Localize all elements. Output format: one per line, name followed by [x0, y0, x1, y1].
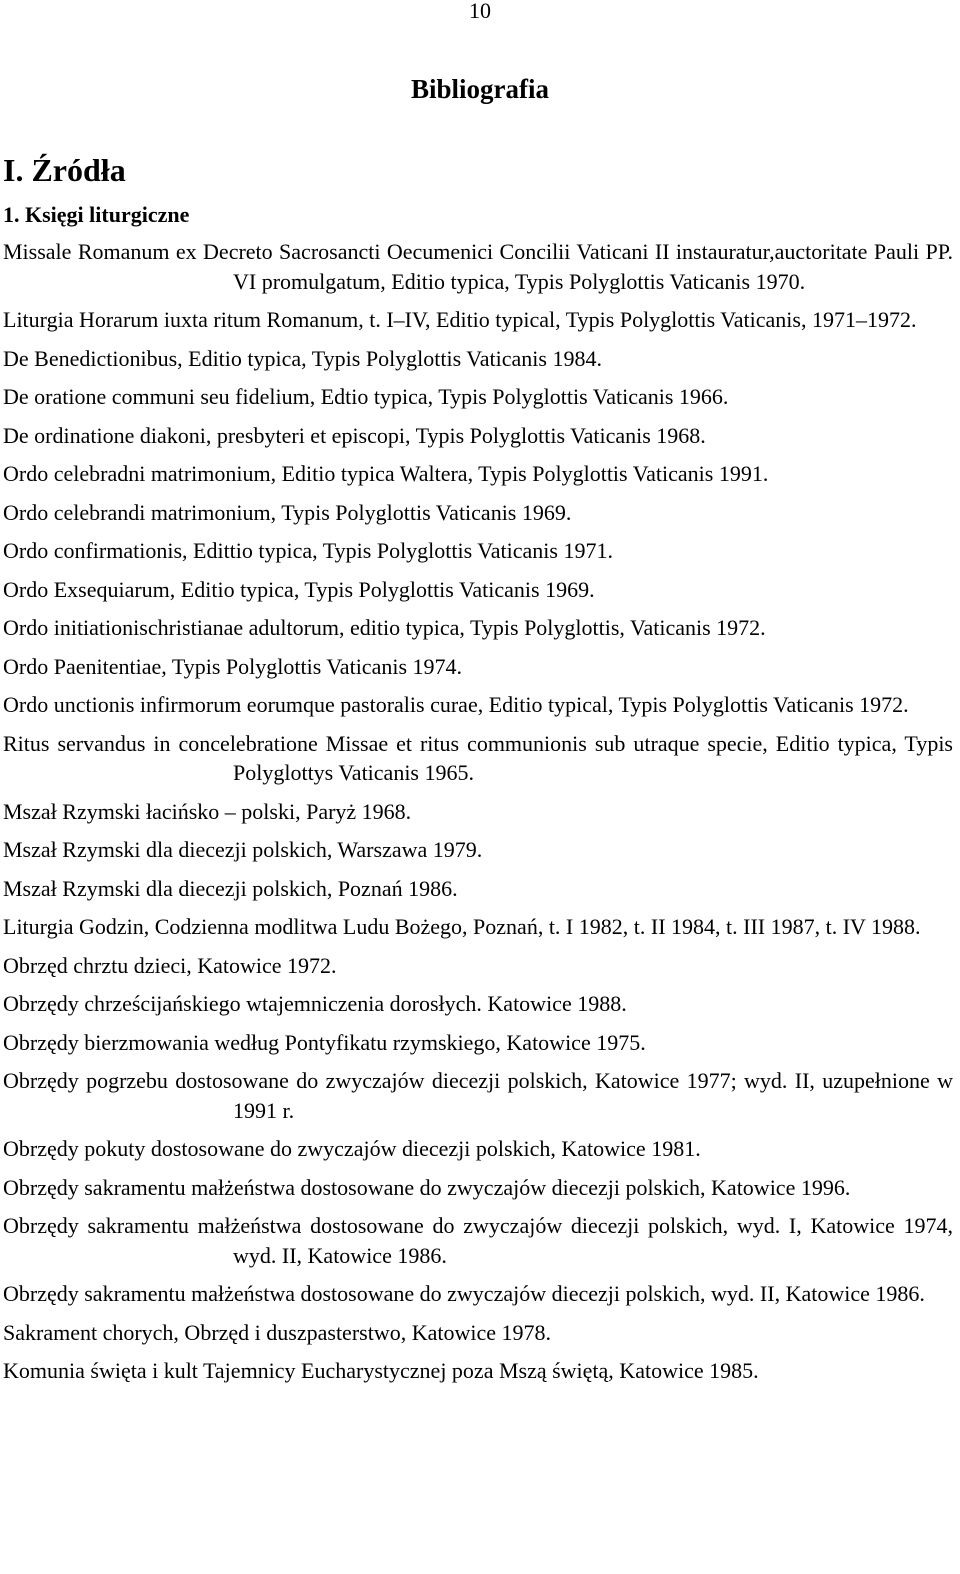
bibliography-entry: Liturgia Horarum iuxta ritum Romanum, t. I–IV, Editio typical, Typis Polyglottis Vaticanis, 1971–1972.: [3, 307, 917, 332]
bibliography-entry: Obrzędy chrześcijańskiego wtajemniczenia dorosłych. Katowice 1988.: [3, 991, 627, 1016]
bibliography-entry: Obrzędy bierzmowania według Pontyfikatu rzymskiego, Katowice 1975.: [3, 1029, 646, 1055]
bibliography-entry: Ordo Exsequiarum, Editio typica, Typis Polyglottis Vaticanis 1969.: [3, 576, 595, 602]
bibliography-entry: Obrzęd chrztu dzieci, Katowice 1972.: [3, 952, 337, 978]
bibliography-entry: Obrzędy pogrzebu dostosowane do zwyczajów diecezji polskich, Katowice 1977; wyd. II, uzupełnione w 1991 r.: [3, 1068, 953, 1123]
section-heading: I. Źródła: [3, 152, 126, 188]
bibliography-entry: Liturgia Godzin, Codzienna modlitwa Ludu Bożego, Poznań, t. I 1982, t. II 1984, t. III 1987, t. IV 1988.: [3, 914, 921, 939]
bibliography-entry: Komunia święta i kult Tajemnicy Eucharystycznej poza Mszą świętą, Katowice 1985.: [3, 1358, 759, 1383]
bibliography-entry: Ordo unctionis infirmorum eorumque pastoralis curae, Editio typical, Typis Polyglottis Vaticanis 1972.: [3, 692, 909, 717]
page-number: 10: [469, 0, 491, 23]
bibliography-entry: De Benedictionibus, Editio typica, Typis Polyglottis Vaticanis 1984.: [3, 345, 602, 371]
bibliography-entry: Ritus servandus in concelebratione Missae et ritus communionis sub utraque specie, Editio typica, Typis Polyglottys Vaticanis 1965.: [3, 730, 953, 785]
bibliography-entry: De oratione communi seu fidelium, Edtio typica, Typis Polyglottis Vaticanis 1966.: [3, 384, 729, 409]
bibliography-entry: Obrzędy pokuty dostosowane do zwyczajów diecezji polskich, Katowice 1981.: [3, 1136, 701, 1161]
bibliography-entry: Obrzędy sakramentu małżeństwa dostosowane do zwyczajów diecezji polskich, wyd. II, Katowice 1986.: [3, 1281, 925, 1306]
bibliography-entry: Ordo confirmationis, Edittio typica, Typis Polyglottis Vaticanis 1971.: [3, 538, 613, 563]
bibliography-entry: Obrzędy sakramentu małżeństwa dostosowane do zwyczajów diecezji polskich, wyd. I, Katowice 1974, wyd. II, Katowice 1986.: [3, 1213, 953, 1268]
bibliography-entry: Ordo celebrandi matrimonium, Typis Polyglottis Vaticanis 1969.: [3, 499, 572, 525]
bibliography-entry: Ordo Paenitentiae, Typis Polyglottis Vaticanis 1974.: [3, 653, 463, 679]
bibliography-entry: Missale Romanum ex Decreto Sacrosancti Oecumenici Concilii Vaticani II instauratur,auctoritate Pauli PP. VI promulgatum, Editio typica, Typis Polyglottis Vaticanis 1970.: [3, 239, 953, 294]
page-title: Bibliografia: [410, 74, 549, 104]
bibliography-entry: Mszał Rzymski łacińsko – polski, Paryż 1968.: [3, 798, 412, 824]
bibliography-entry: Ordo initiationischristianae adultorum, editio typica, Typis Polyglottis, Vaticanis 1972.: [3, 615, 766, 640]
bibliography-entry: Mszał Rzymski dla diecezji polskich, Warszawa 1979.: [3, 837, 483, 862]
subsection-heading: 1. Księgi liturgiczne: [3, 202, 190, 227]
bibliography-list: [3, 237, 953, 1395]
bibliography-entry: Mszał Rzymski dla diecezji polskich, Poznań 1986.: [3, 875, 458, 901]
bibliography-entry: De ordinatione diakoni, presbyteri et episcopi, Typis Polyglottis Vaticanis 1968.: [3, 422, 706, 448]
bibliography-entry: Sakrament chorych, Obrzęd i duszpasterstwo, Katowice 1978.: [3, 1319, 552, 1345]
bibliography-entry: Obrzędy sakramentu małżeństwa dostosowane do zwyczajów diecezji polskich, Katowice 1996.: [3, 1174, 851, 1200]
bibliography-entry: Ordo celebradni matrimonium, Editio typica Waltera, Typis Polyglottis Vaticanis 1991.: [3, 461, 769, 486]
